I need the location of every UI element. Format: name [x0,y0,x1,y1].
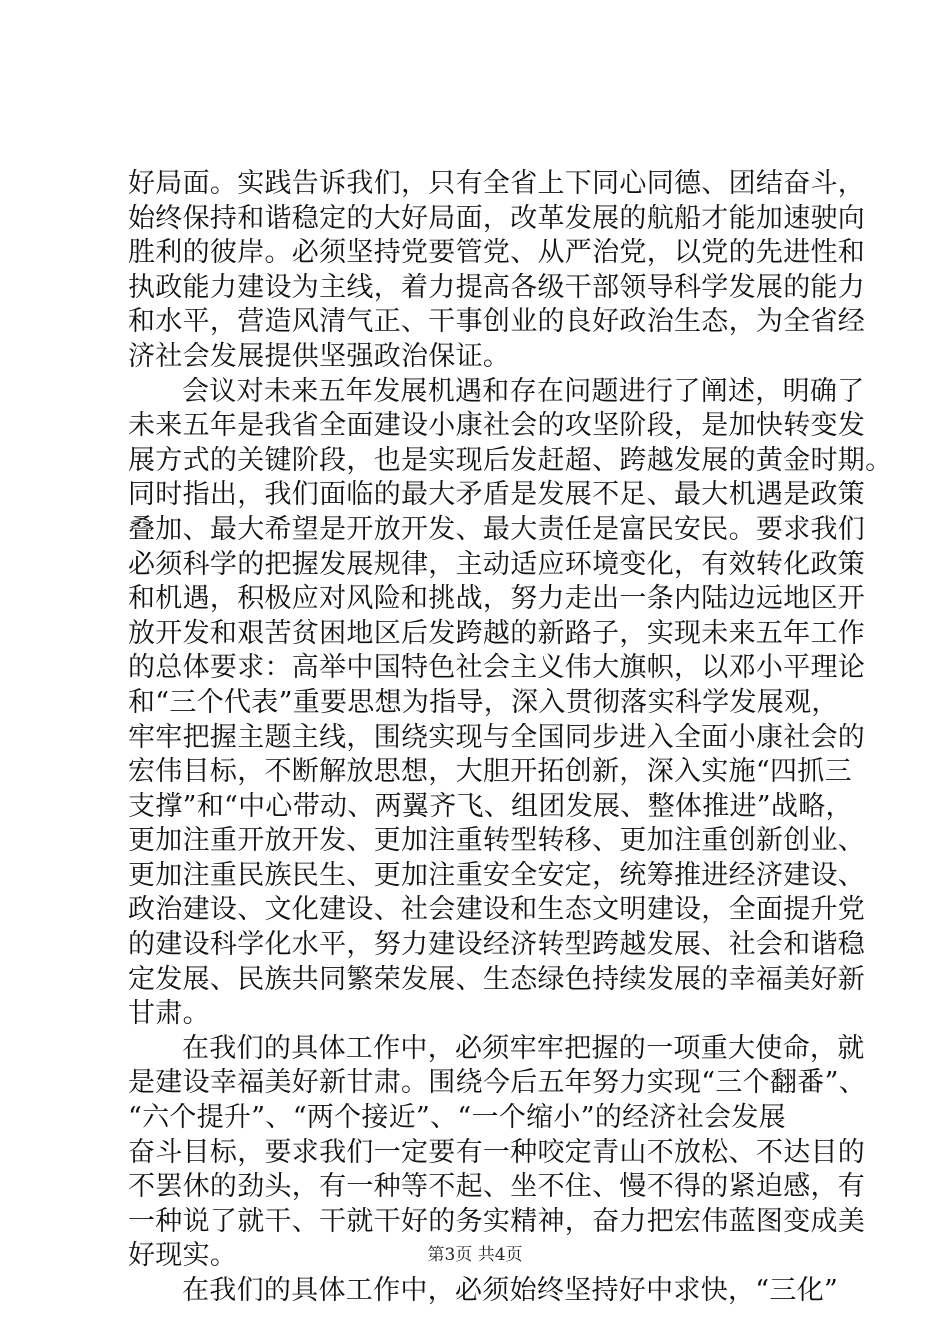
text-line: 同时指出，我们面临的最大矛盾是发展不足、最大机遇是政策 [128,479,866,511]
text-line: 支撑”和“中心带动、两翼齐飞、组团发展、整体推进”战略， [128,790,853,822]
text-line: 放开发和艰苦贫困地区后发跨越的新路子，实现未来五年工作 [128,617,866,649]
text-line: 展方式的关键阶段，也是实现后发赶超、跨越发展的黄金时期。 [128,444,893,476]
text-line: 在我们的具体工作中，必须牢牢把握的一项重大使命，就 [182,1032,865,1064]
text-line: 胜利的彼岸。必须坚持党要管党、从严治党，以党的先进性和 [128,237,866,269]
body-text [128,167,893,1309]
text-line: 不罢休的劲头，有一种等不起、坐不住、慢不得的紧迫感，有 [128,1171,866,1203]
text-line: 更加注重民族民生、更加注重安全安定，统筹推进经济建设、 [128,859,866,891]
text-line: 的总体要求：高举中国特色社会主义伟大旗帜，以邓小平理论 [128,652,866,684]
text-line: 的建设科学化水平，努力建设经济转型跨越发展、社会和谐稳 [128,929,866,961]
text-line: 未来五年是我省全面建设小康社会的攻坚阶段，是加快转变发 [128,410,866,442]
text-line: 更加注重开放开发、更加注重转型转移、更加注重创新创业、 [128,825,866,857]
text-line: 执政能力建设为主线，着力提高各级干部领导科学发展的能力 [128,271,866,303]
text-line: 必须科学的把握发展规律，主动适应环境变化，有效转化政策 [128,548,866,580]
text-line: 会议对未来五年发展机遇和存在问题进行了阐述，明确了 [182,375,865,407]
text-line: 好局面。实践告诉我们，只有全省上下同心同德、团结奋斗， [128,168,866,199]
text-line: 好现实。 [128,1240,238,1272]
text-line: 宏伟目标，不断解放思想，大胆开拓创新，深入实施“四抓三 [128,756,852,788]
text-line: 和水平，营造风清气正、干事创业的良好政治生态，为全省经 [128,306,866,338]
text-line: “六个提升”、“两个接近”、“一个缩小”的经济社会发展 [128,1102,786,1134]
page-footer: 第3页 共4页 [427,1245,523,1265]
text-line: 始终保持和谐稳定的大好局面，改革发展的航船才能加速驶向 [128,202,866,234]
text-line: 叠加、最大希望是开放开发、最大责任是富民安民。要求我们 [128,513,866,545]
text-line: 是建设幸福美好新甘肃。围绕今后五年努力实现“三个翻番”、 [128,1067,867,1099]
text-line: 一种说了就干、干就干好的务实精神，奋力把宏伟蓝图变成美 [128,1205,866,1237]
text-line: 和“三个代表”重要思想为指导，深入贯彻落实科学发展观， [128,686,839,718]
text-line: 甘肃。 [128,998,210,1030]
text-line: 定发展、民族共同繁荣发展、生态绿色持续发展的幸福美好新 [128,963,866,995]
text-line: 在我们的具体工作中，必须始终坚持好中求快，“三化” [182,1275,839,1306]
text-line: 牢牢把握主题主线，围绕实现与全国同步进入全面小康社会的 [128,721,866,753]
text-line: 和机遇，积极应对风险和挑战，努力走出一条内陆边远地区开 [128,583,866,615]
text-line: 奋斗目标，要求我们一定要有一种咬定青山不放松、不达目的 [128,1136,866,1168]
text-line: 济社会发展提供坚强政治保证。 [128,340,511,372]
text-line: 政治建设、文化建设、社会建设和生态文明建设，全面提升党 [128,894,866,926]
